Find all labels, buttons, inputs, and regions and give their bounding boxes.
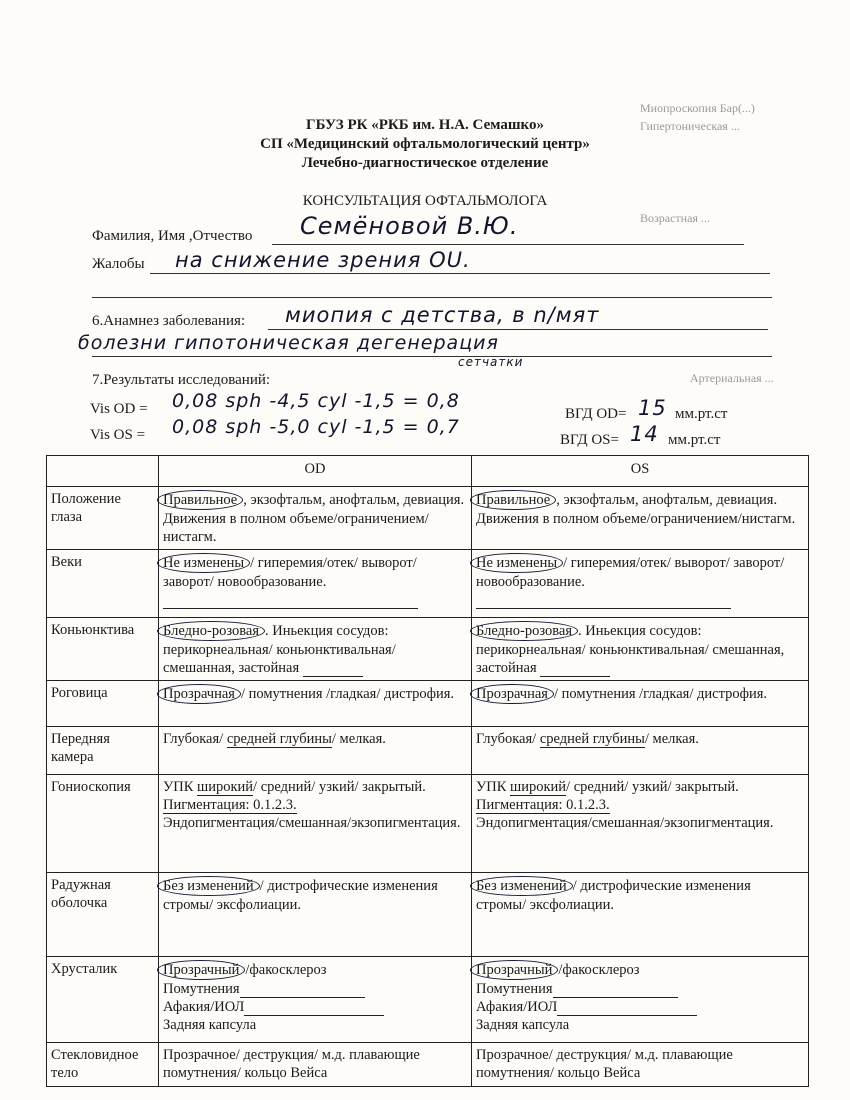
od-cell xyxy=(159,487,472,550)
selected-option: Правильное xyxy=(157,490,243,510)
table-row xyxy=(47,727,809,775)
anamnesis-value-1: миопия с детства, в n/мят xyxy=(285,303,600,327)
blank-line xyxy=(244,1003,384,1016)
table-row xyxy=(47,957,809,1043)
iop-os-value: 14 xyxy=(630,422,659,446)
document-title: КОНСУЛЬТАЦИЯ ОФТАЛЬМОЛОГА xyxy=(302,193,548,209)
selected-option: Прозрачный xyxy=(157,960,245,980)
os-text: / средний/ узкий/ закрытый. xyxy=(566,779,739,795)
name-value: Семёновой В.Ю. xyxy=(300,212,519,240)
selected-option: Не изменены xyxy=(157,553,250,573)
od-text: / мелкая. xyxy=(331,731,386,747)
blank-line xyxy=(476,594,731,609)
aphakia-label: Афакия/ИОЛ xyxy=(163,999,245,1015)
table-row xyxy=(47,550,809,618)
opacity-label: Помутнения xyxy=(476,981,553,997)
selected-option: Прозрачная xyxy=(157,684,241,704)
anamnesis-value-2: болезни гипотоническая дегенерация xyxy=(78,332,499,354)
table-row xyxy=(47,873,809,957)
os-cell: Прозрачное/ деструкция/ м.д. плавающие помутнения/ кольцо Вейса xyxy=(472,1043,809,1087)
os-cell xyxy=(472,618,809,681)
selected-option: Правильное xyxy=(470,490,556,510)
row-label: Радужная оболочка xyxy=(47,873,159,957)
results-label: 7.Результаты исследований: xyxy=(92,372,271,388)
os-cell xyxy=(472,550,809,618)
os-text: / гиперемия/отек/ выворот/ заворот/ новообразование. xyxy=(476,555,785,590)
row-label: Хрусталик xyxy=(47,957,159,1043)
anamnesis-label: 6.Анамнез заболевания: xyxy=(92,313,246,329)
blank-line xyxy=(557,1003,697,1016)
od-text: , экзофтальм, анофтальм, девиация. Движения в полном объеме/ограничением/нистагм. xyxy=(163,492,465,545)
os-cell xyxy=(472,727,809,775)
iop-od-value: 15 xyxy=(638,396,667,420)
opacity-label: Помутнения xyxy=(163,981,240,997)
table-row xyxy=(47,1043,809,1087)
header-line-2: СП «Медицинский офтальмологический центр» xyxy=(260,136,590,152)
table-row xyxy=(47,681,809,727)
option-text: Глубокая/ xyxy=(163,731,227,747)
os-text: /факосклероз xyxy=(558,962,640,978)
os-text: / мелкая. xyxy=(644,731,699,747)
os-text: , экзофтальм, анофтальм, девиация. Движения в полном объеме/ограничением/нистагм. xyxy=(476,492,796,527)
endo-text: Эндопигментация/смешанная/экзопигментация. xyxy=(163,815,461,831)
blank-line xyxy=(240,985,365,998)
table-row xyxy=(47,775,809,873)
complaints-line-2 xyxy=(92,297,772,298)
name-label: Фамилия, Имя ,Отчество xyxy=(92,228,253,244)
selected-option: Прозрачный xyxy=(470,960,558,980)
name-line xyxy=(272,244,744,245)
row-label: Веки xyxy=(47,550,159,618)
os-cell xyxy=(472,487,809,550)
row-label: Стекловидное тело xyxy=(47,1043,159,1087)
aphakia-label: Афакия/ИОЛ xyxy=(476,999,558,1015)
iop-od-unit: мм.рт.ст xyxy=(675,406,728,422)
od-text: /факосклероз xyxy=(245,962,327,978)
option-text: УПК xyxy=(163,779,198,795)
complaints-line xyxy=(150,273,770,274)
selected-option: широкий xyxy=(510,779,567,795)
pigmentation-text: Пигментация: 0.1.2.3. xyxy=(163,797,297,813)
od-cell xyxy=(159,681,472,727)
complaints-value: на снижение зрения OU. xyxy=(175,248,471,272)
od-cell: Прозрачное/ деструкция/ м.д. плавающие помутнения/ кольцо Вейса xyxy=(159,1043,472,1087)
selected-option: Прозрачная xyxy=(470,684,554,704)
os-text: . Иньекция сосудов: перикорнеальная/ коньюнктивальная/ смешанная, застойная xyxy=(476,623,785,676)
header-empty-cell xyxy=(47,456,159,487)
od-cell xyxy=(159,957,472,1043)
row-label: Гониоскопия xyxy=(47,775,159,873)
exam-table xyxy=(46,455,809,1087)
anamnesis-value-2b: сетчатки xyxy=(458,355,524,369)
os-cell xyxy=(472,957,809,1043)
od-text: / гиперемия/отек/ выворот/ заворот/ новообразование. xyxy=(163,555,417,590)
os-text: / дистрофические изменения стромы/ эксфолиации. xyxy=(476,878,751,913)
selected-option: Не изменены xyxy=(470,553,563,573)
row-label: Коньюнктива xyxy=(47,618,159,681)
od-cell xyxy=(159,618,472,681)
option-text: УПК xyxy=(476,779,511,795)
complaints-label: Жалобы xyxy=(92,256,145,272)
selected-option: средней глубины xyxy=(226,731,332,747)
anamnesis-line-2 xyxy=(92,356,772,357)
table-header-row xyxy=(47,456,809,487)
row-label: Передняя камера xyxy=(47,727,159,775)
iop-od-label: ВГД OD= xyxy=(565,406,627,422)
od-cell xyxy=(159,550,472,618)
row-label: Роговица xyxy=(47,681,159,727)
blank-line xyxy=(553,985,678,998)
anamnesis-line-1 xyxy=(268,329,768,330)
vis-od-label: Vis OD = xyxy=(90,401,148,417)
blank-line xyxy=(163,594,418,609)
od-text: / помутнения /гладкая/ дистрофия. xyxy=(240,686,455,702)
vis-os-label: Vis OS = xyxy=(90,427,146,443)
header-line-3: Лечебно-диагностическое отделение xyxy=(301,155,549,171)
endo-text: Эндопигментация/смешанная/экзопигментация. xyxy=(476,815,774,831)
blank-line xyxy=(303,664,363,677)
row-label: Положение глаза xyxy=(47,487,159,550)
pigmentation-text: Пигментация: 0.1.2.3. xyxy=(476,797,610,813)
os-cell xyxy=(472,681,809,727)
capsule-label: Задняя капсула xyxy=(163,1017,257,1033)
selected-option: Бледно-розовая xyxy=(470,621,578,641)
capsule-label: Задняя капсула xyxy=(476,1017,570,1033)
vis-os-value: 0,08 sph -5,0 cyl -1,5 = 0,7 xyxy=(172,416,460,438)
od-text: / дистрофические изменения стромы/ эксфолиации. xyxy=(163,878,438,913)
os-cell xyxy=(472,873,809,957)
iop-os-unit: мм.рт.ст xyxy=(668,432,721,448)
os-text: / помутнения /гладкая/ дистрофия. xyxy=(553,686,768,702)
os-cell xyxy=(472,775,809,873)
selected-option: широкий xyxy=(197,779,254,795)
table-row xyxy=(47,618,809,681)
od-cell xyxy=(159,873,472,957)
col-os-header: OS xyxy=(472,456,809,487)
iop-os-label: ВГД OS= xyxy=(560,432,619,448)
od-cell xyxy=(159,727,472,775)
blank-line xyxy=(540,664,610,677)
selected-option: средней глубины xyxy=(539,731,645,747)
vis-od-value: 0,08 sph -4,5 cyl -1,5 = 0,8 xyxy=(172,390,460,412)
selected-option: Бледно-розовая xyxy=(157,621,265,641)
od-text: . Иньекция сосудов: перикорнеальная/ коньюнктивальная/ смешанная, застойная xyxy=(163,623,396,676)
option-text: Глубокая/ xyxy=(476,731,540,747)
selected-option: Без изменений xyxy=(470,876,573,896)
od-text: / средний/ узкий/ закрытый. xyxy=(253,779,426,795)
od-cell xyxy=(159,775,472,873)
col-od-header: OD xyxy=(159,456,472,487)
table-row xyxy=(47,487,809,550)
selected-option: Без изменений xyxy=(157,876,260,896)
header-line-1: ГБУЗ РК «РКБ им. Н.А. Семашко» xyxy=(306,117,544,133)
